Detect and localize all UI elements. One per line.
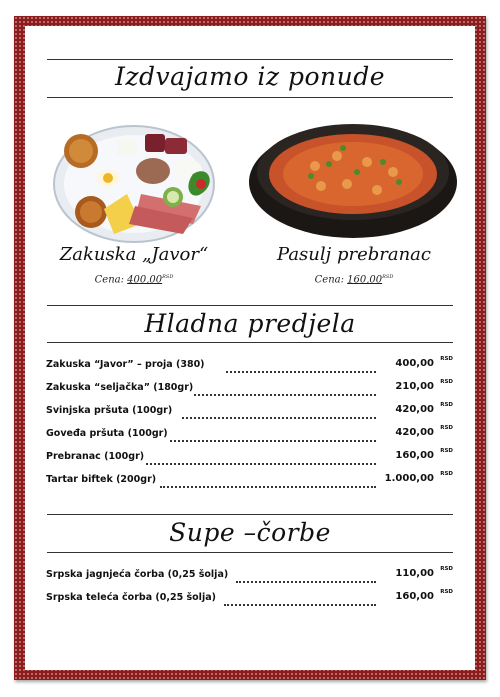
- featured-dish-price: Cena: $160,00^{RSD}$: [314, 274, 394, 286]
- menu-item: Prebranac (100gr) 160,00 RSD: [46, 451, 456, 467]
- divider: [47, 342, 453, 343]
- soups-heading: Supe –čorbe: [169, 518, 331, 547]
- featured-dish-price: Cena: $400,00^{RSD}$: [94, 274, 174, 286]
- divider: [47, 514, 453, 515]
- divider: [47, 305, 453, 306]
- baked-beans-pot-image: [247, 114, 459, 242]
- featured-heading: Izdvajamo iz ponude: [114, 62, 386, 91]
- menu-item: Srpska jagnjeća čorba (0,25 šolja) 110,00 RSD: [46, 569, 456, 585]
- divider: [47, 97, 453, 98]
- menu-item: Svinjska pršuta (100gr) 420,00 RSD: [46, 405, 456, 421]
- menu-item: Zakuska “Javor” – proja (380) 400,00 RSD: [46, 359, 456, 375]
- menu-item: Tartar biftek (200gr) 1.000,00 RSD: [46, 474, 456, 490]
- appetizer-platter-image: [51, 114, 217, 244]
- menu-item: Zakuska “seljačka” (180gr) 210,00 RSD: [46, 382, 456, 398]
- menu-item: Srpska teleća čorba (0,25 šolja) 160,00 RSD: [46, 592, 456, 608]
- featured-dish-name: Zakuska „Javor“: [59, 244, 209, 265]
- menu-item: Goveđa pršuta (100gr) 420,00 RSD: [46, 428, 456, 444]
- featured-dish-name: Pasulj prebranac: [277, 244, 431, 265]
- cold-starters-heading: Hladna predjela: [144, 309, 356, 338]
- divider: [47, 59, 453, 60]
- divider: [47, 552, 453, 553]
- menu-page: [25, 26, 475, 670]
